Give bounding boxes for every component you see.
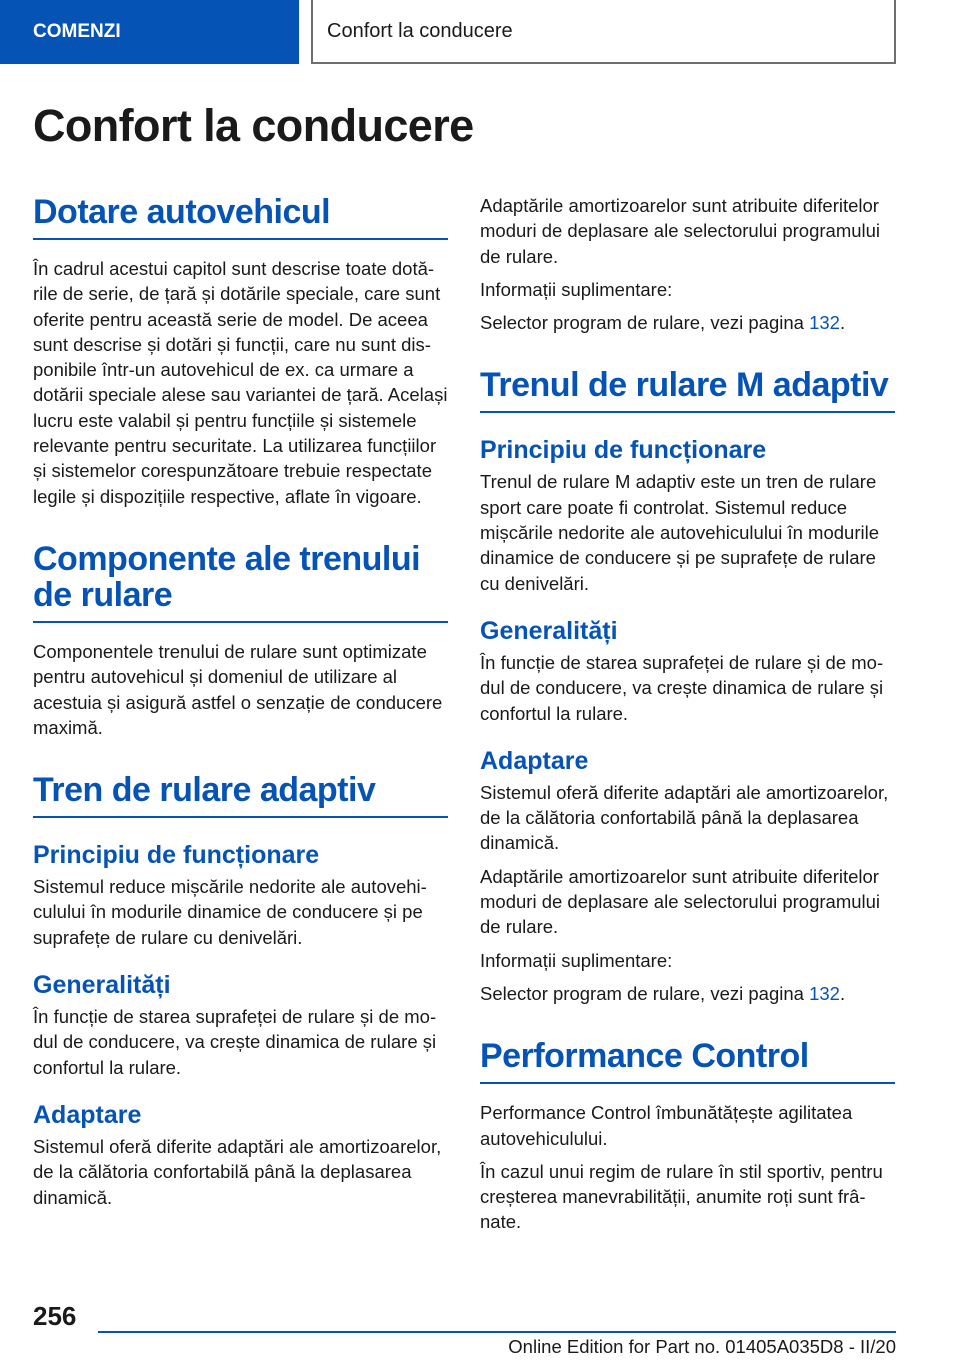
heading-m-adaptiv: Trenul de rulare M adaptiv xyxy=(480,361,895,413)
link-prefix: Selector program de rulare, vezi pagina xyxy=(480,312,810,334)
paragraph: Sistemul oferă diferite adaptări ale amortizoarelor, de la călătoria confortabilă până la deplasarea dinamică. xyxy=(33,1135,442,1208)
paragraph: În cadrul acestui capitol sunt descrise toate dotările de serie, de țară și dotările speciale, care sunt oferite pentru această serie de model. De aceea sunt descrise și dotări și funcții, care nu sunt disponibile într-un autovehicul de ex. ca urmare a dotării speciale alese sau variantei de țară. Același lucru este valabil și pentru funcțiile și sistemele relevante pentru securitate. La utilizarea funcțiilor și sistemelor corespunzătoare trebuie respectate legile și dispozițiile respective, aflate în vigoare. xyxy=(33,258,448,507)
paragraph: Componentele trenului de rulare sunt optimizate pentru autovehicul și domeniul de utilizare al acestuia și asigură astfel o senzație de conducere maximă. xyxy=(33,640,443,738)
chapter-title: Confort la conducere xyxy=(327,19,513,42)
edition-note: Online Edition for Part no. 01405A035D8 - II/20 xyxy=(508,1336,896,1357)
paragraph: Sistemul reduce mișcările nedorite ale autovehiculului în modurile dinamice de conducere și pe suprafețe de rulare cu denivelări. xyxy=(33,876,427,948)
left-column xyxy=(33,188,448,1218)
paragraph: Adaptările amortizoarelor sunt atribuite diferitelor moduri de deplasare ale selectorului programului de rulare. xyxy=(480,865,881,938)
paragraph: Performance Control îmbunătățește agilitatea autovehiculului. xyxy=(480,1102,853,1149)
section-componente xyxy=(33,535,448,740)
paragraph: În funcție de starea suprafeței de rulare și de modul de conducere, va crește dinamica de rulare și confortul la rulare. xyxy=(33,1006,437,1078)
paragraph: Adaptările amortizoarelor sunt atribuite diferitelor moduri de deplasare ale selectorului programului de rulare. xyxy=(480,195,881,267)
heading-tren-adaptiv: Tren de rulare adaptiv xyxy=(33,766,448,818)
paragraph-with-link xyxy=(480,310,895,335)
subheading-principiu: Principiu de funcționare xyxy=(480,436,767,465)
subheading-adaptare: Adaptare xyxy=(480,746,589,775)
subheading-principiu: Principiu de funcționare xyxy=(33,841,320,870)
section-performance xyxy=(480,1032,895,1234)
subheading-adaptare: Adaptare xyxy=(33,1100,142,1129)
page-link[interactable]: 132 xyxy=(809,982,840,1004)
link-prefix: Selector program de rulare, vezi pagina xyxy=(480,982,810,1004)
chapter-header xyxy=(311,0,896,64)
section-tab[interactable] xyxy=(0,0,299,64)
heading-performance: Performance Control xyxy=(480,1032,895,1084)
paragraph: Informații suplimentare: xyxy=(480,278,673,300)
page-link[interactable]: 132 xyxy=(809,312,840,334)
section-tab-label: COMENZI xyxy=(33,21,121,42)
subheading-generalitati: Generalități xyxy=(480,616,618,645)
subheading-generalitati: Generalități xyxy=(33,971,171,1000)
section-dotare xyxy=(33,188,448,509)
right-column xyxy=(480,193,895,1243)
section-m-adaptiv xyxy=(480,361,895,1006)
heading-componente: Componente ale trenului de rulare xyxy=(33,535,448,623)
link-suffix: . xyxy=(839,312,846,334)
page-number: 256 xyxy=(33,1301,77,1331)
paragraph-with-link xyxy=(480,981,895,1006)
footer-divider xyxy=(98,1331,896,1333)
page-title: Confort la conducere xyxy=(33,100,474,151)
paragraph: Informații suplimentare: xyxy=(480,949,673,971)
paragraph: Trenul de rulare M adaptiv este un tren de rulare sport care poate fi controlat. Sistemul reduce mișcările nedorite ale autovehiculului în modurile dinamice de conducere și pe suprafețe de rulare cu denivelări. xyxy=(480,471,879,594)
heading-dotare: Dotare autovehicul xyxy=(33,188,448,240)
paragraph: Sistemul oferă diferite adaptări ale amortizoarelor, de la călătoria confortabilă până la deplasarea dinamică. xyxy=(480,781,889,854)
section-tren-adaptiv xyxy=(33,766,448,1210)
link-suffix: . xyxy=(839,982,846,1004)
paragraph: În cazul unui regim de rulare în stil sportiv, pentru creșterea manevrabilității, anumite roți sunt frânate. xyxy=(480,1160,883,1233)
paragraph: În funcție de starea suprafeței de rulare și de modul de conducere, va crește dinamica de rulare și confortul la rulare. xyxy=(480,651,884,724)
